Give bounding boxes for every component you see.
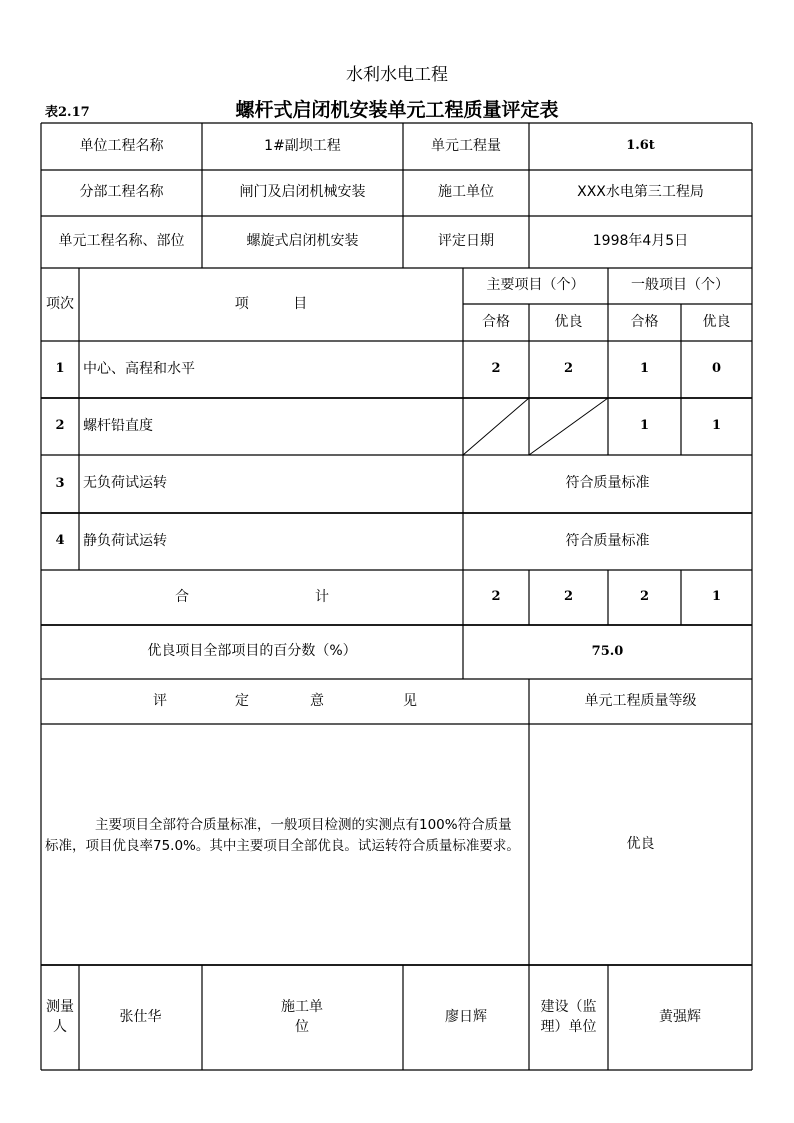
row-2-seq: 2 xyxy=(55,418,65,434)
general-items-header: 一般项目（个） xyxy=(631,277,729,294)
supervisor-unit-label: 建设（监理）单位 xyxy=(540,998,597,1035)
date-value: 1998年4月5日 xyxy=(592,233,689,250)
assessment-char-ding: 定 xyxy=(235,692,249,709)
row-2-name: 螺杆铅直度 xyxy=(83,417,153,434)
assessment-char-yi: 意 xyxy=(310,692,324,709)
contractor-value: XXX水电第三工程局 xyxy=(577,184,704,201)
measurer-name: 张仕华 xyxy=(119,1008,162,1025)
total-main-pass: 2 xyxy=(491,589,501,605)
row-1-main-pass: 2 xyxy=(491,361,501,377)
row-1-general-excellent: 0 xyxy=(711,361,722,377)
row-2-general-pass: 1 xyxy=(639,418,650,434)
form-title: 螺杆式启闭机安装单元工程质量评定表 xyxy=(235,99,559,121)
quality-grade: 优良 xyxy=(626,835,655,852)
row-4-name: 静负荷试运转 xyxy=(83,532,167,549)
contractor-label: 施工单位 xyxy=(438,184,494,201)
assessment-char-jian: 见 xyxy=(403,692,417,709)
unit-quantity-label: 单元工程量 xyxy=(431,137,501,154)
header-title: 水利水电工程 xyxy=(346,65,448,85)
element-label: 单元工程名称、部位 xyxy=(58,233,185,250)
total-label-a: 合 xyxy=(175,588,189,605)
percent-value: 75.0 xyxy=(591,643,624,659)
assessment-char-ping: 评 xyxy=(153,692,167,709)
general-pass-header: 合格 xyxy=(630,313,659,330)
total-label-b: 计 xyxy=(315,588,329,605)
construction-person: 廖日辉 xyxy=(445,1008,487,1025)
measurer-label: 测量人 xyxy=(46,998,74,1035)
division-label: 分部工程名称 xyxy=(79,184,164,201)
row-3-name: 无负荷试运转 xyxy=(83,475,167,492)
row-1-main-excellent: 2 xyxy=(563,361,574,377)
row-1-name: 中心、高程和水平 xyxy=(83,360,195,377)
table-number: 表2.17 xyxy=(45,105,90,120)
row-3-seq: 3 xyxy=(55,475,65,491)
row-4-result: 符合质量标准 xyxy=(565,532,650,549)
row-4-seq: 4 xyxy=(55,533,65,549)
unit-quantity-value: 1.6t xyxy=(626,138,655,154)
row-1-general-pass: 1 xyxy=(639,361,650,377)
assessment-opinion: 主要项目全部符合质量标准，一般项目检测的实测点有100%符合质量标准，项目优良率75.0%。其中主要项目全部优良。试运转符合质量标准要求。 xyxy=(45,817,520,854)
total-main-excellent: 2 xyxy=(563,589,574,605)
division-value: 闸门及启闭机械安装 xyxy=(239,184,366,201)
total-general-excellent: 1 xyxy=(711,589,722,605)
percent-label: 优良项目全部项目的百分数（%） xyxy=(147,643,357,660)
general-excellent-header: 优良 xyxy=(702,313,731,330)
total-general-pass: 2 xyxy=(639,589,650,605)
main-excellent-header: 优良 xyxy=(554,313,583,330)
item-header: 项 目 xyxy=(234,295,308,312)
row-3-result: 符合质量标准 xyxy=(565,475,650,492)
unit-project-label: 单位工程名称 xyxy=(79,137,164,154)
construction-unit-label: 施工单位 xyxy=(281,998,323,1035)
element-value: 螺旋式启闭机安装 xyxy=(246,233,359,250)
grade-label: 单元工程质量等级 xyxy=(584,692,697,709)
date-label: 评定日期 xyxy=(438,233,494,250)
main-items-header: 主要项目（个） xyxy=(486,277,585,294)
seq-header: 项次 xyxy=(46,295,74,312)
main-pass-header: 合格 xyxy=(482,313,510,330)
row-2-general-excellent: 1 xyxy=(711,418,722,434)
unit-project-value: 1#副坝工程 xyxy=(264,137,341,154)
row-1-seq: 1 xyxy=(55,361,65,377)
supervisor-person: 黄强辉 xyxy=(659,1008,701,1025)
